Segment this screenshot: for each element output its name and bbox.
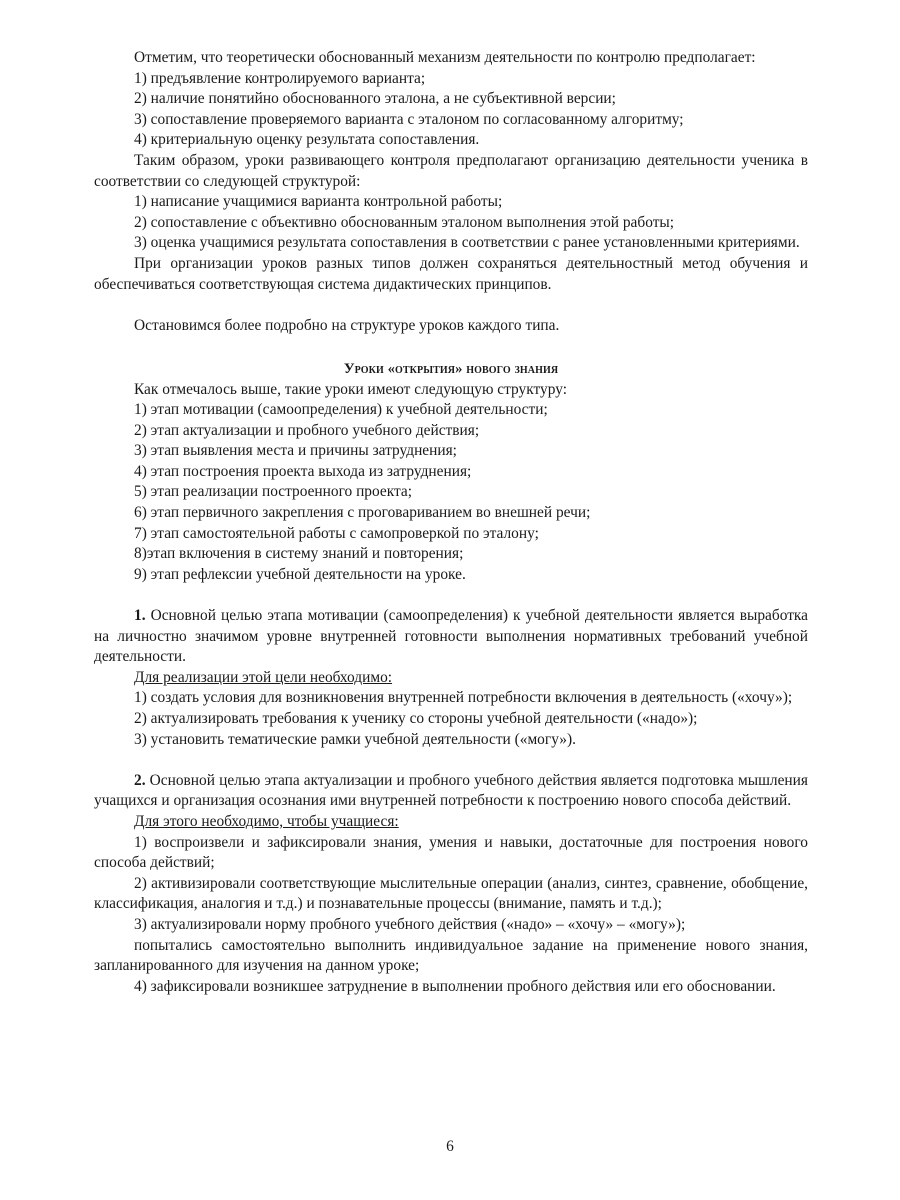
list-item: 4) критериальную оценку результата сопоставления. — [134, 131, 480, 149]
list-item: 1) воспроизвели и зафиксировали знания, умения и навыки, достаточные для построения нового способа действий; — [94, 833, 808, 872]
section-heading: Уроки «открытия» нового знания — [343, 360, 559, 377]
stage-list-item: 4) этап построения проекта выхода из затруднения; — [134, 462, 472, 480]
intro-paragraph: Остановимся более подробно на структуре уроков каждого типа. — [134, 316, 560, 334]
list-item: 2) активизировали соответствующие мыслительные операции (анализ, синтез, сравнение, обобщение, классификация, аналогия и т.д.) и познавательные процессы (внимание, память и т.д.); — [94, 874, 808, 913]
document-page — [94, 48, 808, 997]
stage1-subheading-text: Для реализации этой цели необходимо: — [134, 668, 393, 686]
list-item: 2) актуализировать требования к ученику со стороны учебной деятельности («надо»); — [134, 710, 698, 727]
list-item: 1) предъявление контролируемого варианта; — [134, 69, 426, 87]
list-item: 4) зафиксировали возникшее затруднение в выполнении пробного действия или его обосновании. — [134, 977, 776, 995]
stage1-number: 1. — [134, 607, 146, 625]
page-number: 6 — [446, 1138, 454, 1155]
list-item: попытались самостоятельно выполнить индивидуальное задание на применение нового знания, запланированного для изучения на данном уроке; — [94, 936, 808, 975]
intro-paragraph: При организации уроков разных типов должен сохраняться деятельностный метод обучения и обеспечиваться соответствующая система дидактических принципов. — [94, 254, 808, 293]
stage2-paragraph — [94, 771, 808, 812]
list-item: 2) наличие понятийно обоснованного эталона, а не субъективной версии; — [134, 90, 616, 108]
spacer — [94, 585, 808, 606]
stage-list-item: 6) этап первичного закрепления с проговариванием во внешней речи; — [134, 504, 591, 522]
list-item: 3) актуализировали норму пробного учебного действия («надо» – «хочу» – «могу»); — [134, 915, 686, 933]
list-item: 3) оценка учащимися результата сопоставления в соответствии с ранее установленными критериями. — [134, 234, 800, 252]
stage-list-item: 1) этап мотивации (самоопределения) к учебной деятельности; — [134, 401, 548, 419]
stage2-subheading — [94, 812, 808, 833]
stage-list-item: 9) этап рефлексии учебной деятельности на уроке. — [134, 565, 466, 583]
stage1-text: Основной целью этапа мотивации (самоопределения) к учебной деятельности является выработка на личностно значимом уровне внутренней готовности выполнения нормативных требований учебной деятельности. — [94, 607, 808, 666]
stage-list-item: 2) этап актуализации и пробного учебного действия; — [134, 421, 480, 439]
stage1-subheading — [94, 668, 808, 689]
stage2-text: Основной целью этапа актуализации и пробного учебного действия является подготовка мышления учащихся и организация осознания ими внутренней потребности к построению нового способа действий. — [94, 771, 808, 810]
section-lead: Как отмечалось выше, такие уроки имеют следующую структуру: — [134, 380, 567, 398]
list-item: 3) установить тематические рамки учебной деятельности («могу»). — [134, 730, 576, 748]
stage-list-item: 7) этап самостоятельной работы с самопроверкой по эталону; — [134, 524, 539, 542]
spacer — [94, 336, 808, 357]
list-item: 1) создать условия для возникновения внутренней потребности включения в деятельность («хочу»); — [134, 689, 793, 707]
list-item: 3) сопоставление проверяемого варианта с эталоном по согласованному алгоритму; — [134, 110, 684, 128]
intro-paragraph: Таким образом, уроки развивающего контроля предполагают организацию деятельности ученика в соответствии со следующей структурой: — [94, 151, 808, 190]
spacer — [94, 295, 808, 316]
spacer — [94, 750, 808, 771]
stage2-subheading-text: Для этого необходимо, чтобы учащиеся: — [134, 812, 399, 830]
stage1-paragraph — [94, 606, 808, 668]
stage-list-item: 3) этап выявления места и причины затруднения; — [134, 442, 457, 460]
list-item: 2) сопоставление с объективно обоснованным эталоном выполнения этой работы; — [134, 213, 675, 231]
stage-list-item: 8)этап включения в систему знаний и повторения; — [134, 545, 464, 563]
stage2-number: 2. — [134, 771, 146, 789]
list-item: 1) написание учащимися варианта контрольной работы; — [134, 193, 503, 211]
intro-paragraph: Отметим, что теоретически обоснованный механизм деятельности по контролю предполагает: — [134, 49, 756, 66]
stage-list-item: 5) этап реализации построенного проекта; — [134, 483, 413, 501]
